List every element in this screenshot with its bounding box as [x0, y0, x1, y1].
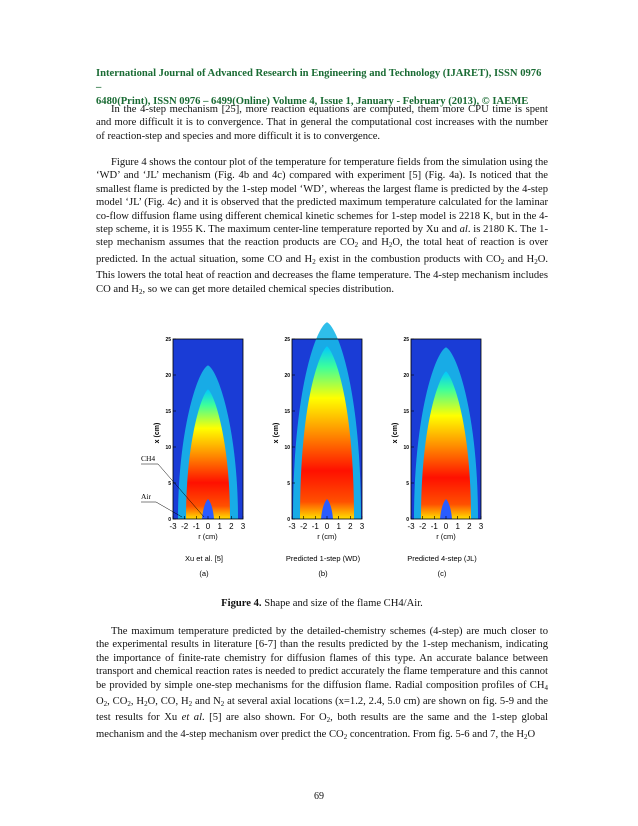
y-axis-label: x (cm): [392, 422, 399, 444]
y-tick-label: 10: [165, 445, 171, 451]
panel-title: Predicted 1-step (WD): [285, 554, 361, 563]
x-tick-label: -1: [311, 522, 319, 531]
y-tick-label: 5: [287, 481, 290, 487]
y-tick-label: 15: [284, 409, 290, 415]
panel-title: Xu et al. [5]: [185, 554, 223, 563]
y-tick-label: 10: [403, 445, 409, 451]
x-tick-label: 2: [229, 522, 234, 531]
x-tick-label: 3: [359, 522, 365, 531]
y-tick-label: 0: [406, 517, 409, 523]
panel-letter: (a): [199, 569, 209, 578]
y-tick-label: 20: [403, 373, 409, 379]
x-tick-label: -1: [192, 522, 200, 531]
y-tick-label: 25: [403, 337, 409, 343]
paragraph-computational-cost: In the 4-step mechanism [25], more reaction equations are computed, them more CPU time is spent and more difficult it is to convergence. That in general the computational cost increases with the number of reaction-step and species and more difficult it is to convergence.: [96, 104, 548, 142]
x-tick-label: 1: [217, 522, 222, 531]
x-tick-label: 1: [336, 522, 341, 531]
x-tick-label: -2: [181, 522, 189, 531]
y-axis-label: x (cm): [154, 422, 161, 444]
x-tick-label: 2: [467, 522, 472, 531]
x-tick-label: 1: [455, 522, 460, 531]
y-tick-label: 10: [284, 445, 290, 451]
x-tick-label: -2: [300, 522, 308, 531]
x-tick-label: -3: [407, 522, 415, 531]
flame-contour-plots: [141, 333, 506, 588]
paragraph-figure4-discussion: Figure 4 shows the contour plot of the temperature for temperature fields from the simulation using the ‘WD’ and ‘JL’ mechanism (Fig. 4b and 4c) compared with experiment [5] (Fig. 4a). Is noticed that the smallest flame is predicted by the 1-step model ‘WD’, whereas the largest flame is predicted by the 4-step model ‘JL’ (Fig. 4c) and it is observed that the predicted maximum temperature calculated for the laminar co-flow diffusion flame using different chemical kinetic schemes for 1-step model is 2218 K, but in the 4-step scheme, it is 1955 K. The maximum center-line temperature reported by Xu and al. is 2180 K. The 1-step mechanism assumes that the reaction products are $CO_2$ and $H_2O$, the total heat of reaction is over predicted. In the actual situation, some CO and $H_2$ exist in the combustion products with $CO_2$ and $H_2O$. This lowers the total heat of reaction and decreases the flame temperature. The 4-step mechanism includes CO and $H_2$, so we can get more detailed chemical species distribution.: [96, 157, 548, 296]
x-axis-label: r (cm): [317, 532, 337, 541]
x-tick-label: 0: [443, 522, 449, 531]
paragraph-temperature-comparison: The maximum temperature predicted by the detailed-chemistry schemes (4-step) are much closer to the experimental results in literature [6-7] than the results predicted by the 1-step mechanism, indicating the importance of finite-rate chemistry for diffusion flames of this type. An accurate balance between transport and chemical reaction rates is needed to predict accurately the flame temperature and this cannot be provided by simple one-step mechanisms for the diffusion flame. Radial composition profiles of $CH_4$ $O_2$, $CO_2$, $H_2O$, CO, $H_2$ and $N_2$ at several axial locations (x=1.2, 2.4, 5.0 cm) are shown on fig. 5-9 and the test results for Xu et al. [5] are also shown. For $O_2$, both results are the same and the 1-step global mechanism and the 4-step mechanism over predict the $CO_2$ concentration. From fig. 5-6 and 7, the $H_2O$: [96, 626, 548, 741]
panel-title: Predicted 4-step (JL): [407, 554, 477, 563]
x-tick-label: -1: [430, 522, 438, 531]
y-tick-label: 25: [165, 337, 171, 343]
air-label: Air: [141, 492, 151, 501]
y-tick-label: 5: [168, 481, 171, 487]
y-tick-label: 20: [165, 373, 171, 379]
panel-letter: (b): [318, 569, 328, 578]
y-axis-label: x (cm): [273, 422, 280, 444]
x-tick-label: 0: [205, 522, 211, 531]
x-tick-label: 3: [478, 522, 484, 531]
x-tick-label: 2: [348, 522, 353, 531]
panel-b: [273, 322, 365, 578]
journal-header-line-1: International Journal of Advanced Research in Engineering and Technology (IJARET), ISSN 0976 –: [96, 68, 542, 93]
y-tick-label: 0: [168, 517, 171, 523]
y-tick-label: 0: [287, 517, 290, 523]
figure-4-flame-contours: [141, 333, 506, 588]
ch4-label: CH4: [141, 454, 156, 463]
panel-a: [154, 337, 246, 578]
x-tick-label: 0: [324, 522, 330, 531]
x-tick-label: -3: [169, 522, 177, 531]
x-axis-label: r (cm): [436, 532, 456, 541]
page-number: 69: [314, 791, 324, 802]
x-tick-label: -2: [419, 522, 427, 531]
panel-letter: (c): [437, 569, 447, 578]
x-axis-label: r (cm): [198, 532, 218, 541]
y-tick-label: 5: [406, 481, 409, 487]
journal-header-line-2: 6480(Print), ISSN 0976 – 6499(Online) Volume 4, Issue 1, January - February (2013), © IAEME: [96, 96, 529, 107]
panel-c: [392, 337, 484, 578]
figure-4-caption: Figure 4. Shape and size of the flame CH4/Air.: [221, 598, 423, 609]
x-tick-label: 3: [240, 522, 246, 531]
y-tick-label: 25: [284, 337, 290, 343]
y-tick-label: 15: [165, 409, 171, 415]
x-tick-label: -3: [288, 522, 296, 531]
y-tick-label: 15: [403, 409, 409, 415]
y-tick-label: 20: [284, 373, 290, 379]
